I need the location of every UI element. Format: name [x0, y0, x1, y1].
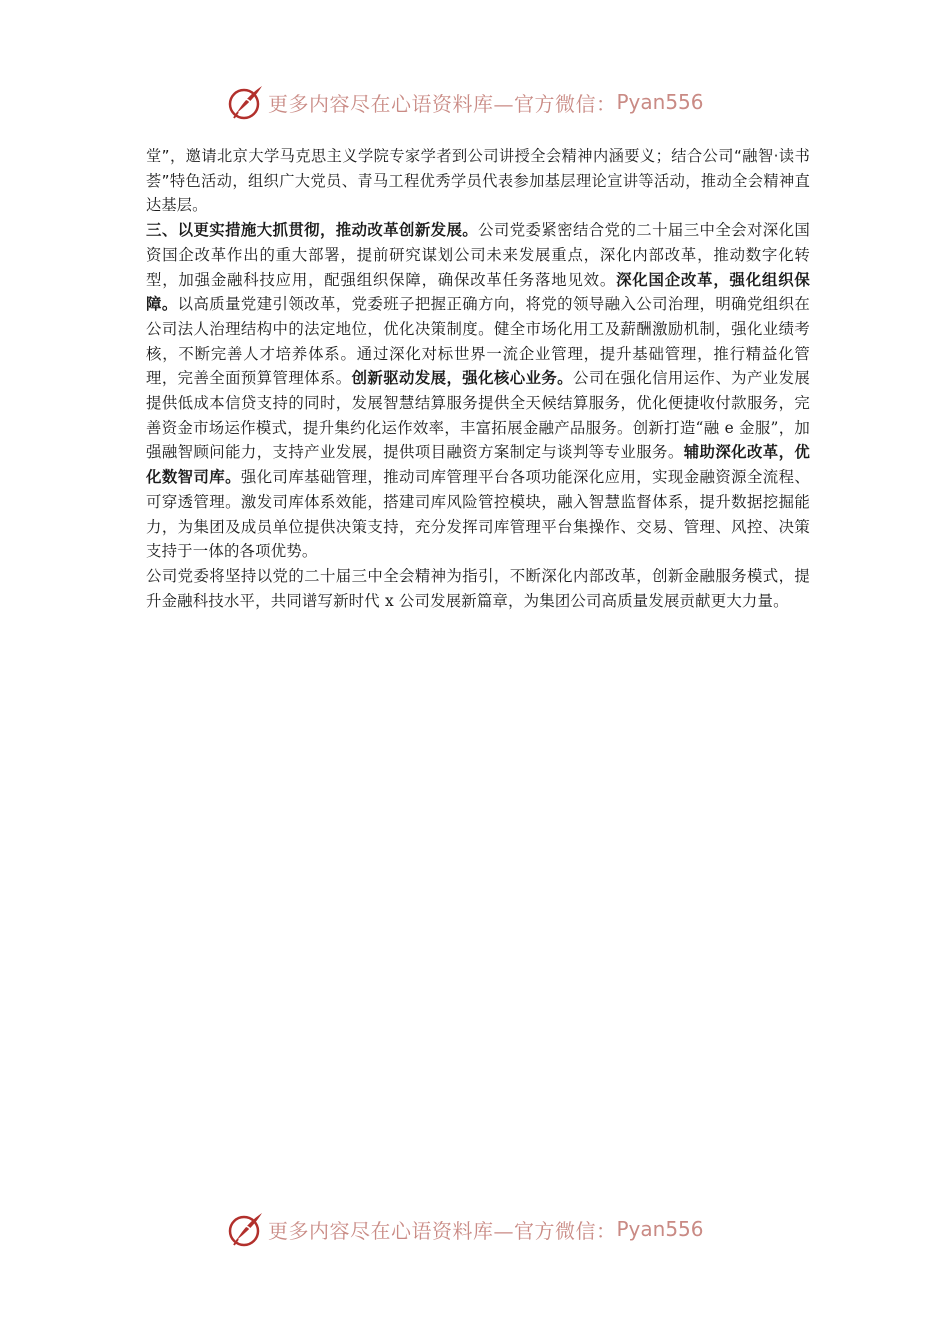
quill-logo-icon [226, 1209, 266, 1249]
watermark-account: Pyan556 [616, 1217, 704, 1241]
quill-logo-icon [226, 82, 266, 122]
watermark-text: 更多内容尽在心语资料库—官方微信： [268, 91, 617, 116]
text-reform: 以高质量党建引领改革，党委班子把握正确方向，将党的领导融入公司治理，明确党组织在公司法人治理结构中的法定地位，优化决策制度。健全市场化用工及薪酬激励机制，强化业绩考核，不断完善人才培养体系。通过深化对标世界一流企业管理，提升基础管理，推行精益化管理，完善全面预算管理体系。 [146, 295, 810, 388]
paragraph-continuation: 堂”，邀请北京大学马克思主义学院专家学者到公司讲授全会精神内涵要义；结合公司“融智·读书荟”特色活动，组织广大党员、青马工程优秀学员代表参加基层理论宣讲等活动，推动全会精神直达基层。 [146, 147, 810, 215]
subheading-treasury: 辅助深化改革，优化数智司库。 [146, 443, 810, 487]
text-treasury: 强化司库基础管理，推动司库管理平台各项功能深化应用，实现金融资源全流程、可穿透管理。激发司库体系效能，搭建司库风险管控模块，融入智慧监督体系，提升数据挖掘能力，为集团及成员单位提供决策支持，充分发挥司库管理平台集操作、交易、管理、风控、决策支持于一体的各项优势。 [146, 468, 810, 561]
watermark-text: 更多内容尽在心语资料库—官方微信： [268, 1218, 617, 1243]
watermark-account: Pyan556 [616, 90, 704, 114]
section-heading: 三、以更实措施大抓贯彻，推动改革创新发展。 [146, 221, 479, 240]
paragraph-section-three [146, 218, 810, 564]
footer-watermark [226, 1207, 746, 1251]
header-watermark [226, 80, 746, 124]
section-text: 公司党委紧密结合党的二十届三中全会对深化国资国企改革作出的重大部署，提前研究谋划公司未来发展重点，深化内部改革，推动数字化转型，加强金融科技应用，配强组织保障，确保改革任务落地见效。 [146, 221, 810, 289]
subheading-innovation: 创新驱动发展，强化核心业务。 [351, 369, 573, 388]
document-body [146, 144, 810, 613]
subheading-reform: 深化国企改革，强化组织保障。 [146, 270, 810, 314]
text-innovation: 公司在强化信用运作、为产业发展提供低成本信贷支持的同时，发展智慧结算服务提供全天候结算服务，优化便捷收付款服务，完善资金市场运作模式，提升集约化运作效率，丰富拓展金融产品服务。创新打造“融 e 金服”，加强融智顾问能力，支持产业发展，提供项目融资方案制定与谈判等专业服务。 [146, 369, 810, 462]
paragraph-conclusion: 公司党委将坚持以党的二十届三中全会精神为指引，不断深化内部改革，创新金融服务模式，提升金融科技水平，共同谱写新时代 x 公司发展新篇章，为集团公司高质量发展贡献更大力量。 [146, 566, 810, 610]
